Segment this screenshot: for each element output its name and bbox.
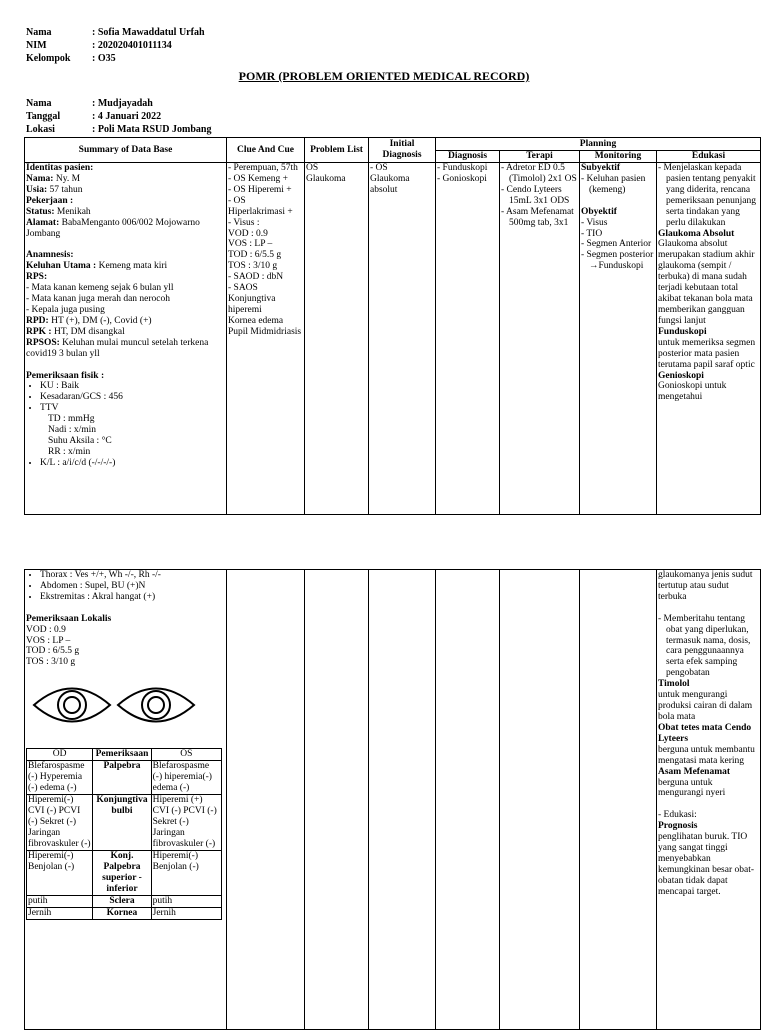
education-cell <box>657 163 761 515</box>
local-tod: TOD : 6/5.5 g <box>26 646 80 657</box>
age-value: 57 tahun <box>47 184 83 195</box>
summary-cell <box>25 163 227 515</box>
patient-name-value: Ny. M <box>53 173 81 184</box>
od-value: Hiperemi(-) CVI (-) PCVI (-) Sekret (-) Jaringan fibrovaskuler (-) <box>27 795 93 851</box>
header-education: Edukasi <box>657 151 761 163</box>
local-vos: VOS : LP – <box>26 635 71 646</box>
clue-item: Pupil Midmidriasis <box>228 326 302 337</box>
problem-cell-continued <box>305 570 369 1030</box>
status-key: Status: <box>26 206 55 217</box>
clue-item: VOS : LP – <box>228 239 273 250</box>
initial-diagnosis-cell <box>369 163 436 515</box>
initial-item: Glaukoma absolut <box>370 173 410 195</box>
exam-thorax: • Thorax : Ves +/+, Wh -/-, Rh -/- <box>40 570 225 581</box>
therapy-cell <box>500 163 580 515</box>
diagnosis-cell <box>436 163 500 515</box>
chief-complaint-value: Kemeng mata kiri <box>96 261 168 272</box>
os-value: Jernih <box>151 908 221 920</box>
clue-item: TOS : 3/10 g <box>228 261 278 272</box>
student-info <box>26 26 205 65</box>
header-monitoring: Monitoring <box>580 151 657 163</box>
clue-cell-continued <box>227 570 305 1030</box>
eye-exam-header-os: OS <box>151 749 221 761</box>
therapy-cell-continued <box>500 570 580 1030</box>
objective-title: Obyektif <box>581 206 617 217</box>
chief-complaint-key: Keluhan Utama : <box>26 261 97 272</box>
edu-text: untuk mengurangi produksi cairan di dalam bola mata <box>658 690 753 722</box>
exam-ttv: • TTV <box>40 403 225 414</box>
patient-name-label: Nama <box>26 98 52 109</box>
od-value: Blefarospasme (-) Hyperemia (-) edema (-) <box>27 761 93 795</box>
exam-name: Konjungtiva bulbi <box>93 795 151 851</box>
edu-text: Gonioskopi untuk mengetahui <box>658 381 727 403</box>
patient-date-label: Tanggal <box>26 111 61 122</box>
rps-line-1: - Mata kanan kemeng sejak 6 bulan yll <box>26 283 174 294</box>
header-summary: Summary of Data Base <box>25 138 227 163</box>
problem-cell <box>305 163 369 515</box>
patient-name-key: Nama: <box>26 173 54 184</box>
clue-item: - OS Hiperemi + <box>228 184 292 195</box>
clue-cell <box>227 163 305 515</box>
os-value: Hiperemi (+) CVI (-) PCVI (-) Sekret (-) Jaringan fibrovaskuler (-) <box>151 795 221 851</box>
job-key: Pekerjaan : <box>26 195 74 206</box>
exam-abdomen: • Abdomen : Supel, BU (+)N <box>40 581 225 592</box>
monitoring-item: - Segmen posterior →Funduskopi <box>581 250 654 272</box>
exam-extremities: • Ekstremitas : Akral hangat (+) <box>40 592 225 603</box>
diagnosis-item: - Funduskopi <box>437 163 488 173</box>
rpk-key: RPK : <box>26 326 52 337</box>
edu-heading: Glaukoma Absolut <box>658 228 735 239</box>
edu-text: berguna untuk mengurangi nyeri <box>658 777 726 799</box>
edu-text: berguna untuk membantu mengatasi mata kering <box>658 744 755 766</box>
eye-exam-header-exam: Pemeriksaan <box>93 749 151 761</box>
therapy-item: - Adretor ED 0.5 (Timolol) 2x1 OS <box>501 163 577 184</box>
problem-item: Glaukoma <box>306 173 346 184</box>
header-planning: Planning <box>436 138 761 151</box>
monitoring-item: - Visus <box>581 217 608 228</box>
address-key: Alamat: <box>26 217 60 228</box>
clue-item: - Perempuan, 57th <box>228 163 298 173</box>
patient-name: : Mudjayadah <box>92 98 153 109</box>
edu-heading: Prognosis <box>658 821 698 832</box>
rpsos-key: RPSOS: <box>26 337 60 348</box>
clue-item: - Visus : <box>228 217 260 228</box>
exam-name: Kornea <box>93 908 151 920</box>
student-name: : Sofia Mawaddatul Urfah <box>92 27 205 38</box>
initial-item: - OS <box>370 163 388 173</box>
education-intro: - Menjelaskan kepada pasien tentang penyakit yang diderita, rencana pemeriksaan penunjang serta tindakan yang perlu dilakukan <box>658 163 756 228</box>
rps-line-3: - Kepala juga pusing <box>26 304 105 315</box>
clue-item: - OS Kemeng + <box>228 173 288 184</box>
rpk-value: HT, DM disangkal <box>51 326 125 337</box>
eyes-illustration <box>30 674 200 736</box>
exam-name: Sclera <box>93 896 151 908</box>
edu-heading: Obat tetes mata Cendo Lyteers <box>658 722 752 744</box>
exam-name: Palpebra <box>93 761 151 795</box>
os-value: putih <box>151 896 221 908</box>
monitoring-cell <box>580 163 657 515</box>
pomr-table-page1 <box>24 137 761 515</box>
age-key: Usia: <box>26 184 48 195</box>
exam-rr: RR : x/min <box>48 446 91 457</box>
od-value: Jernih <box>27 908 93 920</box>
edu-text: Glaukoma absolut merupakan stadium akhir glaukoma (sempit / terbuka) di mana sudah terjadi kebutaan total akibat tekanan bola mata memberikan gangguan fungsi lanjut <box>658 239 755 326</box>
edu-heading: Genioskopi <box>658 370 704 381</box>
monitoring-item: - TIO <box>581 228 603 239</box>
identity-title: Identitas pasien: <box>26 163 94 173</box>
subjective-title: Subyektif <box>581 163 621 173</box>
os-value: Hiperemi(-) Benjolan (-) <box>151 851 221 896</box>
exam-ku: • KU : Baik <box>40 381 225 392</box>
od-value: putih <box>27 896 93 908</box>
pomr-table-page2 <box>24 569 761 1030</box>
left-eye-drawing <box>118 689 194 722</box>
header-diagnosis: Diagnosis <box>436 151 500 163</box>
edu-subheading: - Edukasi: <box>658 810 697 821</box>
problem-item: OS <box>306 163 319 173</box>
clue-item: TOD : 6/5.5 g <box>228 250 282 261</box>
os-value: Blefarospasme (-) hiperemia(-) edema (-) <box>151 761 221 795</box>
edu-text: untuk memeriksa segmen posterior mata pasien terutama papil saraf optic <box>658 337 756 370</box>
clue-item: - OS Hiperlakrimasi + <box>228 195 293 217</box>
physical-exam-title: Pemeriksaan fisik : <box>26 370 105 381</box>
clue-item: Kornea edema <box>228 315 284 326</box>
clue-item: - SAOS <box>228 283 258 294</box>
initial-cell-continued <box>369 570 436 1030</box>
rps-line-2: - Mata kanan juga merah dan nerocoh <box>26 294 171 305</box>
monitoring-cell-continued <box>580 570 657 1030</box>
student-nim: : 202020401011134 <box>92 40 172 51</box>
header-therapy: Terapi <box>500 151 580 163</box>
eye-exam-table <box>26 748 222 920</box>
header-problem: Problem List <box>305 138 369 163</box>
clue-item: - SAOD : dbN <box>228 272 284 283</box>
od-value: Hiperemi(-) Benjolan (-) <box>27 851 93 896</box>
diagnosis-item: - Gonioskopi <box>437 173 487 184</box>
edu-text: penglihatan buruk. TIO yang sangat tinggi menyebabkan kemungkinan besar obat-obatan tidak dapat mencapai target. <box>658 832 755 897</box>
exam-name: Konj. Palpebra superior - inferior <box>93 851 151 896</box>
exam-td: TD : mmHg <box>48 414 95 425</box>
monitoring-item: - Segmen Anterior <box>581 239 652 250</box>
header-clue: Clue And Cue <box>227 138 305 163</box>
edu-heading: Asam Mefenamat <box>658 766 731 777</box>
patient-info <box>26 97 211 136</box>
edu-text: glaukomanya jenis sudut tertutup atau sudut terbuka <box>658 570 753 602</box>
student-group: : O35 <box>92 53 116 64</box>
patient-location-label: Lokasi <box>26 124 55 135</box>
student-name-label: Nama <box>26 27 52 38</box>
rps-key: RPS: <box>26 272 48 283</box>
right-eye-drawing <box>34 689 110 722</box>
local-tos: TOS : 3/10 g <box>26 657 76 668</box>
exam-kl: • K/L : a/i/c/d (-/-/-/-) <box>40 458 225 469</box>
clue-item: VOD : 0.9 <box>228 228 268 239</box>
student-group-label: Kelompok <box>26 53 71 64</box>
rpd-value: HT (+), DM (-), Covid (+) <box>48 315 152 326</box>
student-nim-label: NIM <box>26 40 47 51</box>
local-vod: VOD : 0.9 <box>26 624 66 635</box>
anamnesis-title: Anamnesis: <box>26 250 74 261</box>
exam-suhu: Suhu Aksila : °C <box>48 436 112 447</box>
diagnosis-cell-continued <box>436 570 500 1030</box>
exam-nadi: Nadi : x/min <box>48 425 97 436</box>
exam-gcs: • Kesadaran/GCS : 456 <box>40 392 225 403</box>
rpsos-value: Keluhan mulai muncul setelah terkena covid19 3 bulan yll <box>26 337 209 359</box>
summary-cell-continued <box>25 570 227 1030</box>
patient-date: : 4 Januari 2022 <box>92 111 162 122</box>
therapy-item: - Asam Mefenamat 500mg tab, 3x1 <box>501 206 574 228</box>
eye-exam-header-od: OD <box>27 749 93 761</box>
header-initial: Initial Diagnosis <box>369 138 436 163</box>
rpd-key: RPD: <box>26 315 49 326</box>
patient-location: : Poli Mata RSUD Jombang <box>92 124 212 135</box>
education-cell-continued <box>657 570 761 1030</box>
edu-intro-meds: - Memberitahu tentang obat yang diperlukan, termasuk nama, dosis, cara penggunaannya serta efek samping pengobatan <box>658 613 751 679</box>
clue-item: Konjungtiva hiperemi <box>228 294 276 315</box>
edu-heading: Timolol <box>658 679 690 690</box>
monitoring-item: - Keluhan pasien (kemeng) <box>581 173 646 195</box>
status-value: Menikah <box>54 206 91 217</box>
edu-heading: Funduskopi <box>658 326 707 337</box>
local-exam-title: Pemeriksaan Lokalis <box>26 613 112 624</box>
therapy-item: - Cendo Lyteers 15mL 3x1 ODS <box>501 184 570 206</box>
address-value: BabaMenganto 006/002 Mojowarno Jombang <box>26 217 200 239</box>
page-title: POMR (PROBLEM ORIENTED MEDICAL RECORD) <box>238 69 530 83</box>
